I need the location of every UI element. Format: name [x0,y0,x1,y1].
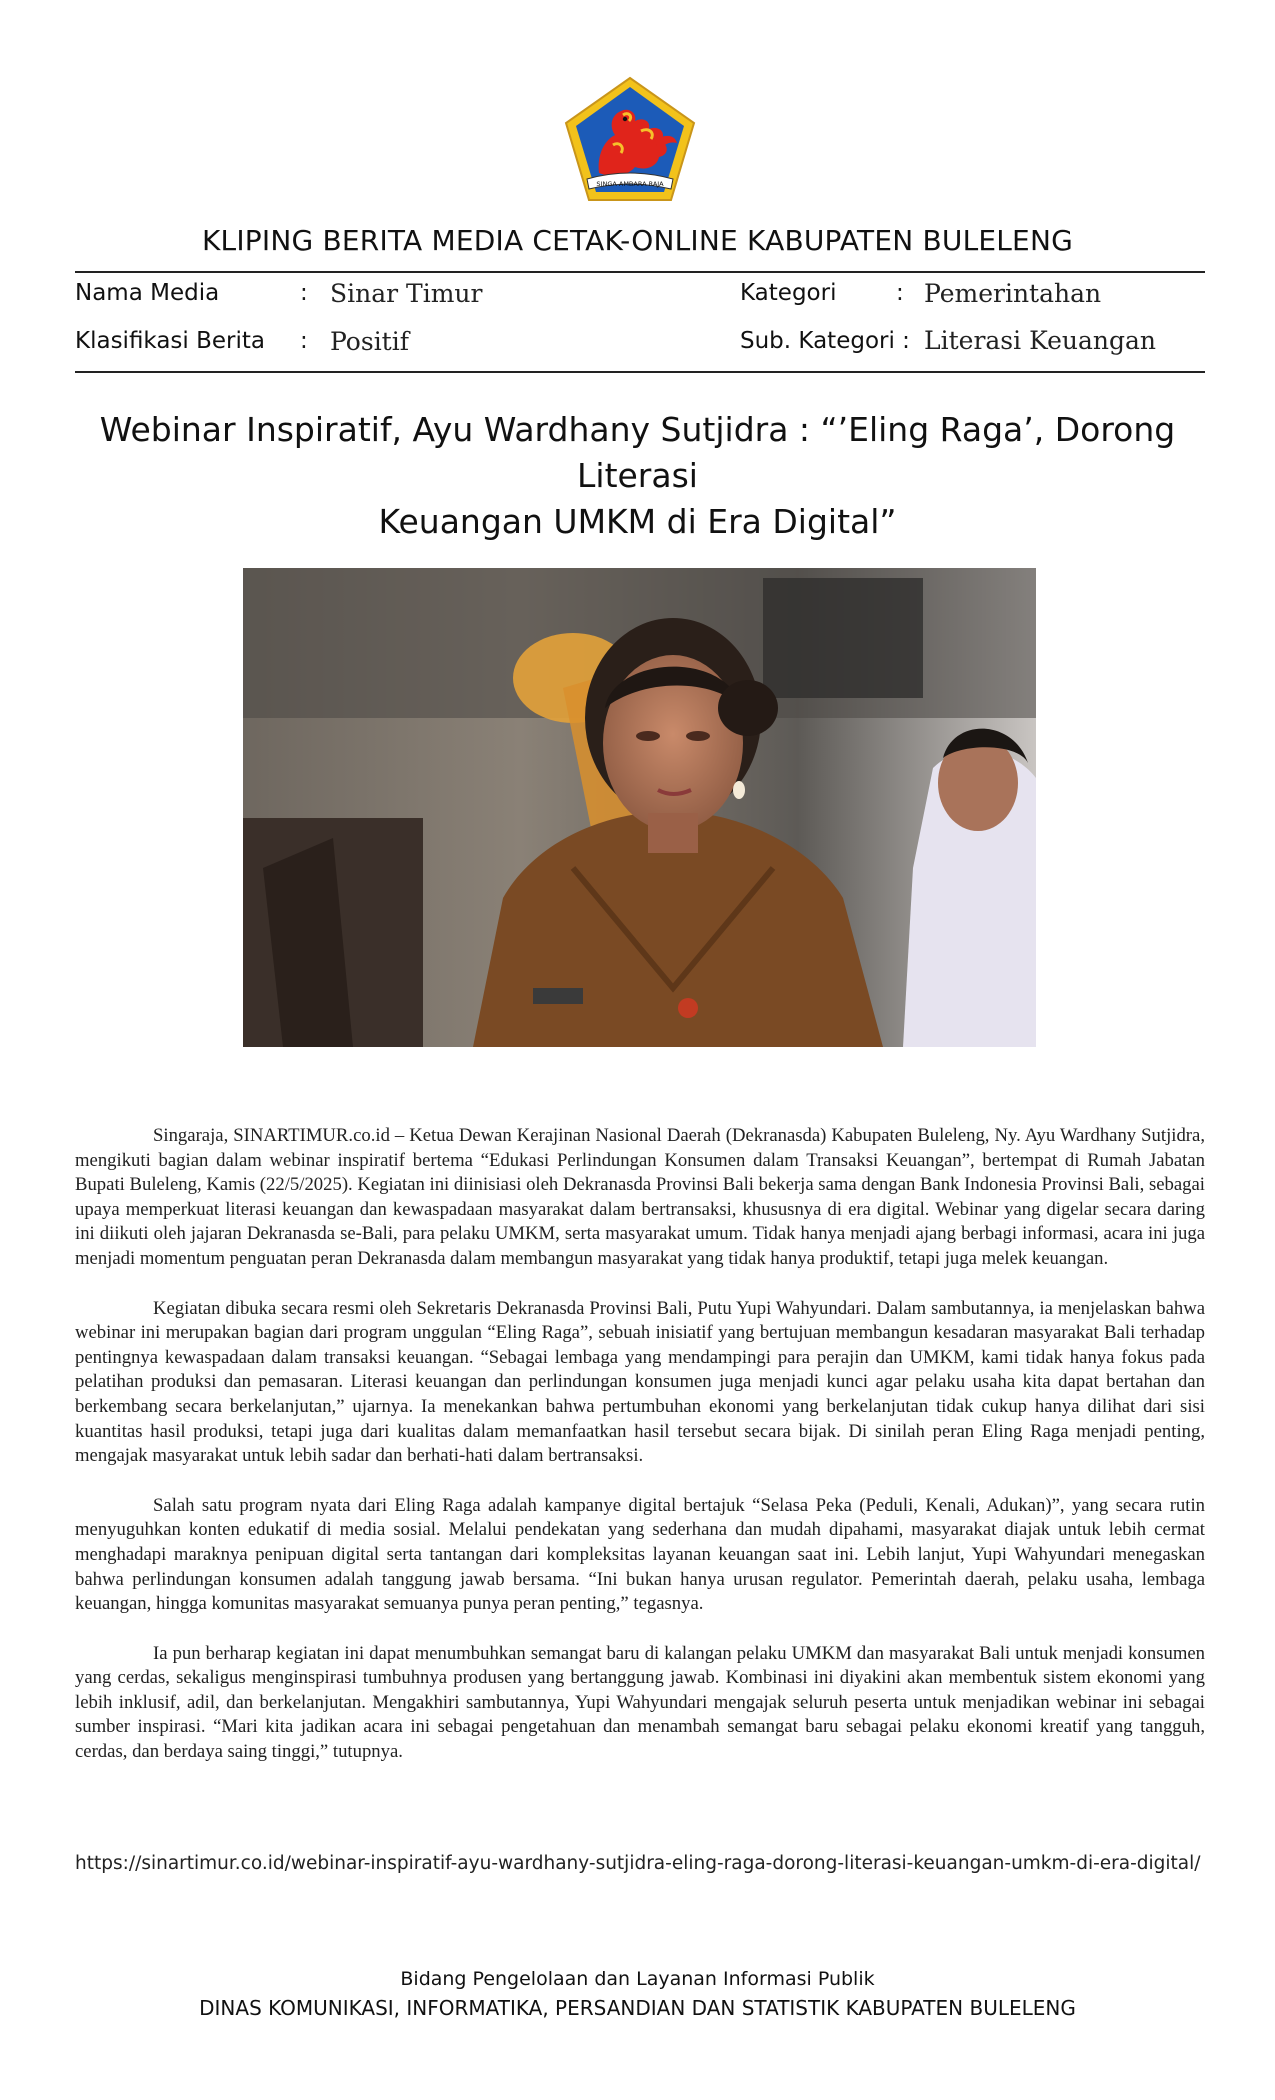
woman-in-brown-kebaya-photo [243,568,1036,1047]
document-title: KLIPING BERITA MEDIA CETAK-ONLINE KABUPATEN BULELENG [201,224,1073,257]
source-link[interactable]: https://sinartimur.co.id/webinar-inspiratif-ayu-wardhany-sutjidra-eling-raga-dorong-literasi-keuangan-umkm-di-era-digital/ [75,1853,1201,1874]
buleleng-regency-emblem-icon [563,75,697,203]
category-label: Kategori [740,280,837,306]
classification-colon: : [300,328,308,354]
subcategory-label: Sub. Kategori : [740,328,910,354]
meta-divider [75,371,1205,373]
headline-line-1: Webinar Inspiratif, Ayu Wardhany Sutjidra : “’Eling Raga’, Dorong Literasi [99,410,1176,495]
article-paragraph-3: Salah satu program nyata dari Eling Raga adalah kampanye digital bertajuk “Selasa Peka (Peduli, Kenali, Adukan)”, yang secara rutin menyuguhkan konten edukatif di media sosial. Melalui pendekatan yang sederhana dan mudah dipahami, masyarakat diajak untuk lebih cermat menghadapi maraknya penipuan digital serta tantangan dari kompleksitas layanan keuangan saat ini. Lebih lanjut, Yupi Wahyundari menegaskan bahwa perlindungan konsumen adalah tanggung jawab bersama. “Ini bukan hanya urusan regulator. Pemerintah daerah, pelaku usaha, lembaga keuangan, hingga komunitas masyarakat semuanya punya peran penting,” tegasnya. [75,1494,1205,1615]
subcategory-value: Literasi Keuangan [924,326,1156,355]
article-headline [60,407,1215,545]
article-paragraph-1: Singaraja, SINARTIMUR.co.id – Ketua Dewan Kerajinan Nasional Daerah (Dekranasda) Kabupaten Buleleng, Ny. Ayu Wardhany Sutjidra, mengikuti bagian dalam webinar inspiratif bertema “Edukasi Perlindungan Konsumen dalam Transaksi Keuangan”, bertempat di Rumah Jabatan Bupati Buleleng, Kamis (22/5/2025). Kegiatan ini diinisiasi oleh Dekranasda Provinsi Bali bekerja sama dengan Bank Indonesia Provinsi Bali, sebagai upaya memperkuat literasi keuangan dan kewaspadaan masyarakat dalam bertransaksi, khususnya di era digital. Webinar yang digelar secara daring ini diikuti oleh jajaran Dekranasda se-Bali, para pelaku UMKM, serta masyarakat umum. Tidak hanya menjadi ajang berbagi informasi, acara ini juga menjadi momentum penguatan peran Dekranasda dalam membangun masyarakat yang tidak hanya produktif, tetapi juga melek keuangan. [75,1125,1205,1269]
classification-value: Positif [330,327,409,356]
classification-label: Klasifikasi Berita [75,328,266,354]
media-name-label: Nama Media [75,280,220,306]
category-colon: : [896,280,904,306]
footer-agency: DINAS KOMUNIKASI, INFORMATIKA, PERSANDIAN DAN STATISTIK KABUPATEN BULELENG [199,1996,1076,2020]
top-divider [75,271,1205,273]
logo-motto: SINGA AMBARA RAJA [596,180,664,188]
media-name-value: Sinar Timur [330,279,483,308]
article-paragraph-4: Ia pun berharap kegiatan ini dapat menumbuhkan semangat baru di kalangan pelaku UMKM dan masyarakat Bali untuk menjadi konsumen yang cerdas, sekaligus menginspirasi tumbuhnya produsen yang bertanggung jawab. Kombinasi ini diyakini akan membentuk sistem ekonomi yang lebih inklusif, adil, dan berkelanjutan. Mengakhiri sambutannya, Yupi Wahyundari mengajak seluruh peserta untuk menjadikan webinar ini sebagai sumber inspirasi. “Mari kita jadikan acara ini sebagai pengetahuan dan menambah semangat baru sebagai pelaku ekonomi kreatif yang tangguh, cerdas, dan berdaya saing tinggi,” tutupnya. [75,1642,1205,1763]
category-value: Pemerintahan [924,279,1102,308]
headline-line-2: Keuangan UMKM di Era Digital” [378,502,897,541]
article-body [75,1124,1205,1790]
footer-department: Bidang Pengelolaan dan Layanan Informasi Publik [400,1968,875,1990]
media-name-colon: : [300,280,308,306]
article-paragraph-2: Kegiatan dibuka secara resmi oleh Sekretaris Dekranasda Provinsi Bali, Putu Yupi Wahyundari. Dalam sambutannya, ia menjelaskan bahwa webinar ini merupakan bagian dari program unggulan “Eling Raga”, sebuah inisiatif yang bertujuan membangun kesadaran masyarakat Bali terhadap pentingnya kewaspadaan dalam transaksi keuangan. “Sebagai lembaga yang mendampingi para perajin dan UMKM, kami tidak hanya fokus pada pelatihan produksi dan pemasaran. Literasi keuangan dan perlindungan konsumen juga menjadi kunci agar pelaku usaha kita dapat bertahan dan berkembang secara berkelanjutan,” ujarnya. Ia menekankan bahwa pertumbuhan ekonomi yang berkelanjutan tidak cukup hanya dilihat dari sisi kuantitas hasil produksi, tetapi juga dari kualitas dalam memanfaatkan hasil tersebut secara bijak. Di sinilah peran Eling Raga menjadi penting, mengajak masyarakat untuk lebih sadar dan berhati-hati dalam bertransaksi. [75,1297,1205,1467]
